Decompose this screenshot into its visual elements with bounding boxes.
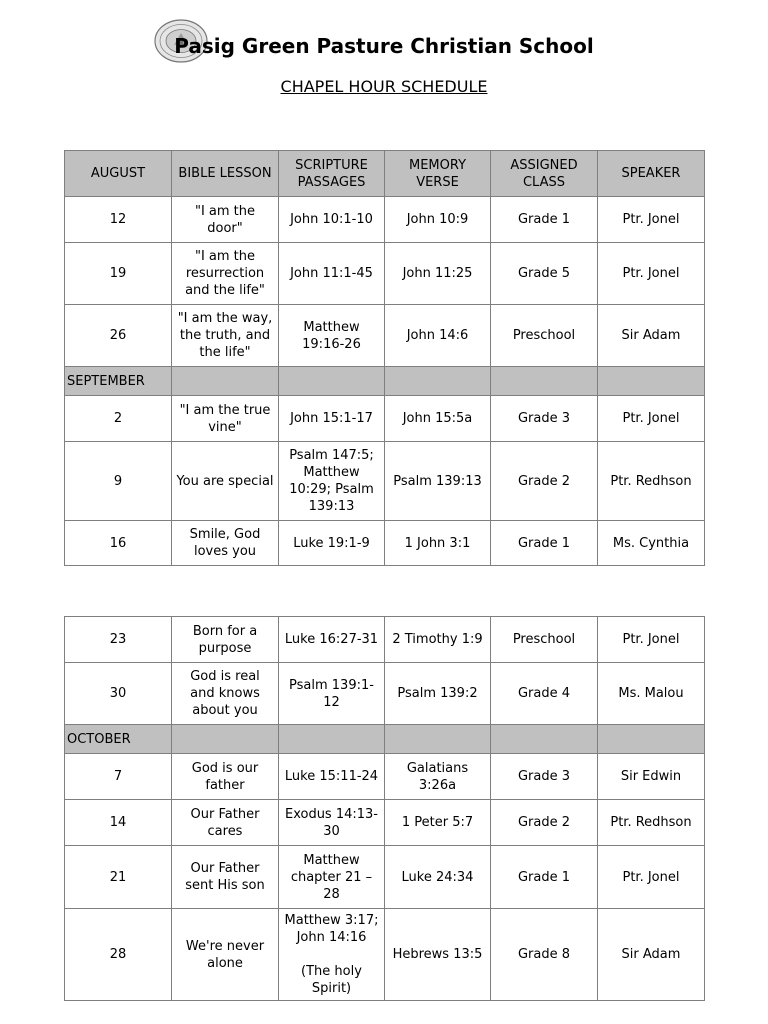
scripture-cell: Luke 19:1-9: [279, 521, 385, 566]
class-cell: Preschool: [491, 617, 598, 663]
class-cell: Grade 8: [491, 909, 598, 1001]
month-row: [65, 725, 705, 754]
table-row: [65, 846, 705, 909]
table-row: [65, 521, 705, 566]
scripture-note: (The holy Spirit): [301, 964, 362, 996]
table-row: [65, 617, 705, 663]
scripture-cell: Psalm 147:5; Matthew 10:29; Psalm 139:13: [279, 442, 385, 521]
date-cell: 16: [65, 521, 172, 566]
scripture-cell: [279, 909, 385, 1001]
table-row: [65, 800, 705, 846]
memory-verse-cell: Luke 24:34: [385, 846, 491, 909]
lesson-cell: God is real and knows about you: [172, 663, 279, 725]
scripture-cell: Luke 16:27-31: [279, 617, 385, 663]
class-cell: Grade 2: [491, 442, 598, 521]
class-cell: Preschool: [491, 305, 598, 367]
table-row: [65, 442, 705, 521]
table-row: [65, 197, 705, 243]
class-cell: Grade 5: [491, 243, 598, 305]
speaker-cell: Ms. Malou: [598, 663, 705, 725]
scripture-cell: John 10:1-10: [279, 197, 385, 243]
class-cell: Grade 3: [491, 754, 598, 800]
column-header: AUGUST: [65, 151, 172, 197]
date-cell: 23: [65, 617, 172, 663]
scripture-cell: Matthew 19:16-26: [279, 305, 385, 367]
column-header: ASSIGNED CLASS: [491, 151, 598, 197]
speaker-cell: Ptr. Jonel: [598, 396, 705, 442]
date-cell: 9: [65, 442, 172, 521]
speaker-cell: Ptr. Jonel: [598, 846, 705, 909]
document-title: CHAPEL HOUR SCHEDULE: [280, 77, 488, 96]
school-name: Pasig Green Pasture Christian School: [174, 34, 594, 58]
schedule-table-page-1: [64, 150, 705, 566]
date-cell: 26: [65, 305, 172, 367]
lesson-cell: "I am the resurrection and the life": [172, 243, 279, 305]
table-row: [65, 754, 705, 800]
lesson-cell: Our Father sent His son: [172, 846, 279, 909]
class-cell: Grade 1: [491, 846, 598, 909]
date-cell: 14: [65, 800, 172, 846]
table-header-row: [65, 151, 705, 197]
memory-verse-cell: Galatians 3:26a: [385, 754, 491, 800]
speaker-cell: Ptr. Redhson: [598, 800, 705, 846]
table-row: [65, 305, 705, 367]
date-cell: 7: [65, 754, 172, 800]
speaker-cell: Ptr. Jonel: [598, 197, 705, 243]
month-label: OCTOBER: [65, 725, 172, 754]
scripture-cell: Matthew chapter 21 – 28: [279, 846, 385, 909]
date-cell: 2: [65, 396, 172, 442]
column-header: MEMORY VERSE: [385, 151, 491, 197]
scripture-cell: Luke 15:11-24: [279, 754, 385, 800]
date-cell: 12: [65, 197, 172, 243]
speaker-cell: Sir Adam: [598, 909, 705, 1001]
scripture-cell: Exodus 14:13-30: [279, 800, 385, 846]
speaker-cell: Ms. Cynthia: [598, 521, 705, 566]
memory-verse-cell: John 10:9: [385, 197, 491, 243]
speaker-cell: Ptr. Redhson: [598, 442, 705, 521]
speaker-cell: Ptr. Jonel: [598, 243, 705, 305]
lesson-cell: We're never alone: [172, 909, 279, 1001]
speaker-cell: Sir Edwin: [598, 754, 705, 800]
speaker-cell: Sir Adam: [598, 305, 705, 367]
column-header: SCRIPTURE PASSAGES: [279, 151, 385, 197]
memory-verse-cell: Psalm 139:13: [385, 442, 491, 521]
scripture-cell: John 15:1-17: [279, 396, 385, 442]
class-cell: Grade 1: [491, 197, 598, 243]
month-row: [65, 367, 705, 396]
memory-verse-cell: 2 Timothy 1:9: [385, 617, 491, 663]
scripture-cell: John 11:1-45: [279, 243, 385, 305]
lesson-cell: "I am the true vine": [172, 396, 279, 442]
lesson-cell: You are special: [172, 442, 279, 521]
class-cell: Grade 2: [491, 800, 598, 846]
lesson-cell: God is our father: [172, 754, 279, 800]
date-cell: 21: [65, 846, 172, 909]
class-cell: Grade 4: [491, 663, 598, 725]
table-row: [65, 909, 705, 1001]
memory-verse-cell: John 15:5a: [385, 396, 491, 442]
table-row: [65, 396, 705, 442]
lesson-cell: "I am the door": [172, 197, 279, 243]
memory-verse-cell: Hebrews 13:5: [385, 909, 491, 1001]
schedule-table-page-2: [64, 616, 705, 1001]
lesson-cell: Born for a purpose: [172, 617, 279, 663]
lesson-cell: "I am the way, the truth, and the life": [172, 305, 279, 367]
table-row: [65, 243, 705, 305]
date-cell: 19: [65, 243, 172, 305]
table-row: [65, 663, 705, 725]
speaker-cell: Ptr. Jonel: [598, 617, 705, 663]
class-cell: Grade 1: [491, 521, 598, 566]
class-cell: Grade 3: [491, 396, 598, 442]
scripture-cell: Psalm 139:1-12: [279, 663, 385, 725]
memory-verse-cell: John 11:25: [385, 243, 491, 305]
scripture-text: Matthew 3:17; John 14:16: [284, 913, 379, 945]
memory-verse-cell: John 14:6: [385, 305, 491, 367]
date-cell: 28: [65, 909, 172, 1001]
month-label: SEPTEMBER: [65, 367, 172, 396]
date-cell: 30: [65, 663, 172, 725]
column-header: BIBLE LESSON: [172, 151, 279, 197]
column-header: SPEAKER: [598, 151, 705, 197]
lesson-cell: Smile, God loves you: [172, 521, 279, 566]
memory-verse-cell: 1 Peter 5:7: [385, 800, 491, 846]
memory-verse-cell: 1 John 3:1: [385, 521, 491, 566]
lesson-cell: Our Father cares: [172, 800, 279, 846]
memory-verse-cell: Psalm 139:2: [385, 663, 491, 725]
